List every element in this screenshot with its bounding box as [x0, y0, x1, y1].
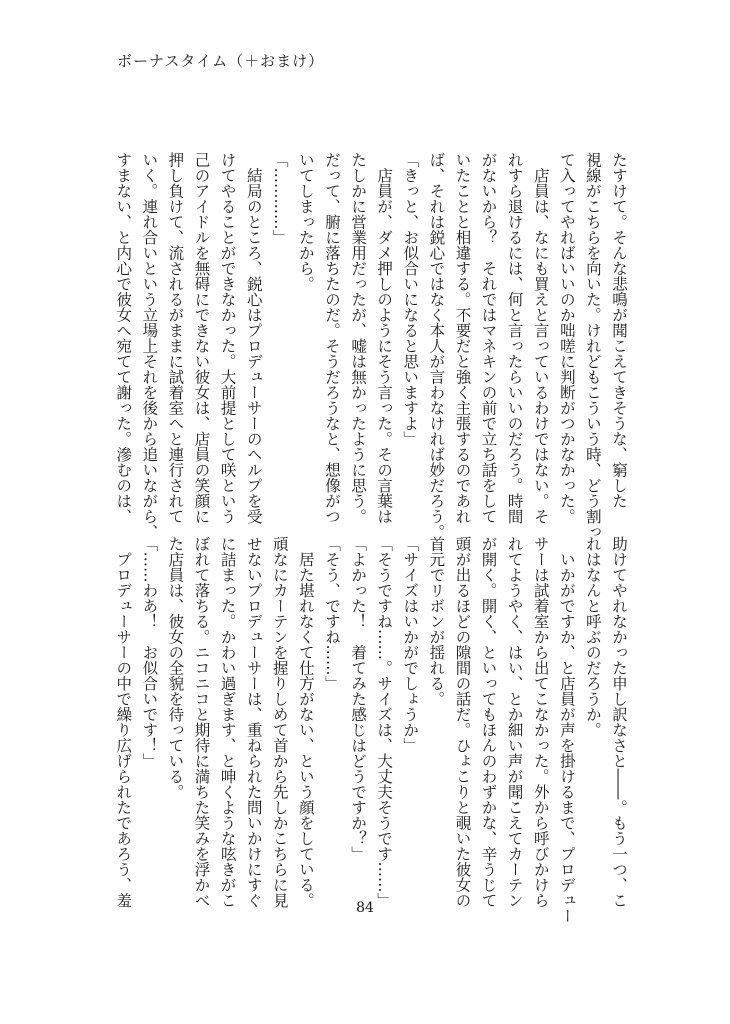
- text-line: 居た堪れなくて仕方がない、という顔をしている。: [296, 536, 315, 908]
- text-line: 結局のところ、鋭心はプロデューサーのヘルプを受: [244, 152, 263, 524]
- text-line: 「きっと、お似合いになると思いますよ」: [401, 152, 420, 447]
- text-line: 「…………」: [270, 152, 289, 245]
- text-line: サーは試着室から出てこなかった。外から呼びかけら: [531, 536, 550, 908]
- text-line: いたことと相違する。不要だと強く主張するのであれ: [453, 152, 472, 524]
- text-line: た店員は、彼女の全貌を待っている。: [166, 536, 185, 800]
- text-line: 「そうですね……。サイズは、大丈夫そうです……」: [375, 536, 394, 908]
- text-line: 「サイズはいかがでしょうか」: [401, 536, 420, 753]
- text-line: たしかに営業用だったが、嘘は無かったように思う。: [349, 152, 368, 524]
- text-line: がないから？ それではマネキンの前で立ち話をして: [479, 152, 498, 524]
- text-line: いく。連れ合いという立場上それを後から追いながら、: [140, 152, 159, 540]
- text-line: が開く。開く、といってもほんのわずかな、辛うじて: [479, 536, 498, 908]
- text-line: 「そう、ですね……」: [322, 536, 341, 691]
- text-line: 「よかった！ 着てみた感じはどうですか？」: [349, 536, 368, 862]
- top-text-block: [114, 152, 632, 540]
- text-line: 店員は、なにも買えと言っているわけではない。そ: [531, 152, 550, 524]
- text-line: 頭が出るほどの隙間の話だ。ひょこりと覗いた彼女の: [453, 536, 472, 908]
- text-line: プロデューサーの中で繰り広げられたであろう、羞: [114, 536, 133, 908]
- text-line: 押し負けて、流されるがままに試着室へと連行されて: [166, 152, 185, 524]
- text-line: 己のアイドルを無碍にできない彼女は、店員の笑顔に: [192, 152, 211, 524]
- text-line: 首元でリボンが揺れる。: [427, 536, 446, 707]
- text-line: いかがですか、と店員が声を掛けるまで、プロデュー: [557, 536, 576, 924]
- text-line: 「……わあ！ お似合いです！」: [140, 536, 159, 769]
- text-line: だって、腑に落ちたのだ。そうだろうなと、想像がつ: [322, 152, 341, 524]
- text-line: ぼれて落ちる。ニコニコと期待に満ちた笑みを浮かべ: [192, 536, 211, 908]
- text-line: せないプロデューサーは、重ねられた問いかけにすぐ: [244, 536, 263, 908]
- text-line: すまない、と内心で彼女へ宛てて謝った。滲むのは、: [114, 152, 133, 524]
- text-line: れはなんと呼ぶのだろうか。: [583, 536, 602, 738]
- text-line: けてやることができなかった。大前提として咲という: [218, 152, 237, 524]
- text-line: ば、それは鋭心ではなく本人が言わなければ妙だろう。: [427, 152, 446, 540]
- text-line: れてようやく、はい、とか細い声が聞こえてカーテン: [505, 536, 524, 908]
- text-line: 頑なにカーテンを握りしめて首から先しかこちらに見: [270, 536, 289, 908]
- page-number: 84: [356, 900, 374, 916]
- text-line: いてしまったから。: [296, 152, 315, 292]
- text-line: れすら退けるには、何と言ったらいいのだろう。時間: [505, 152, 524, 524]
- text-line: たすけて。そんな悲鳴が聞こえてきそうな、窮した: [610, 152, 628, 509]
- text-line: 店員が、ダメ押しのようにそう言った。その言葉は: [375, 152, 394, 524]
- running-header: ボーナスタイム（＋おまけ）: [117, 52, 325, 70]
- text-line: て入ってやればいいのか咄嗟に判断がつかなかった。: [557, 152, 576, 524]
- text-line: に詰まった。かわい過ぎます、と呻くような呟きがこ: [218, 536, 237, 908]
- text-line: 視線がこちらを向いた。けれどもこういう時、どう割っ: [583, 152, 602, 540]
- text-line: 助けてやれなかった申し訳なさと――。もう一つ、こ: [610, 536, 628, 908]
